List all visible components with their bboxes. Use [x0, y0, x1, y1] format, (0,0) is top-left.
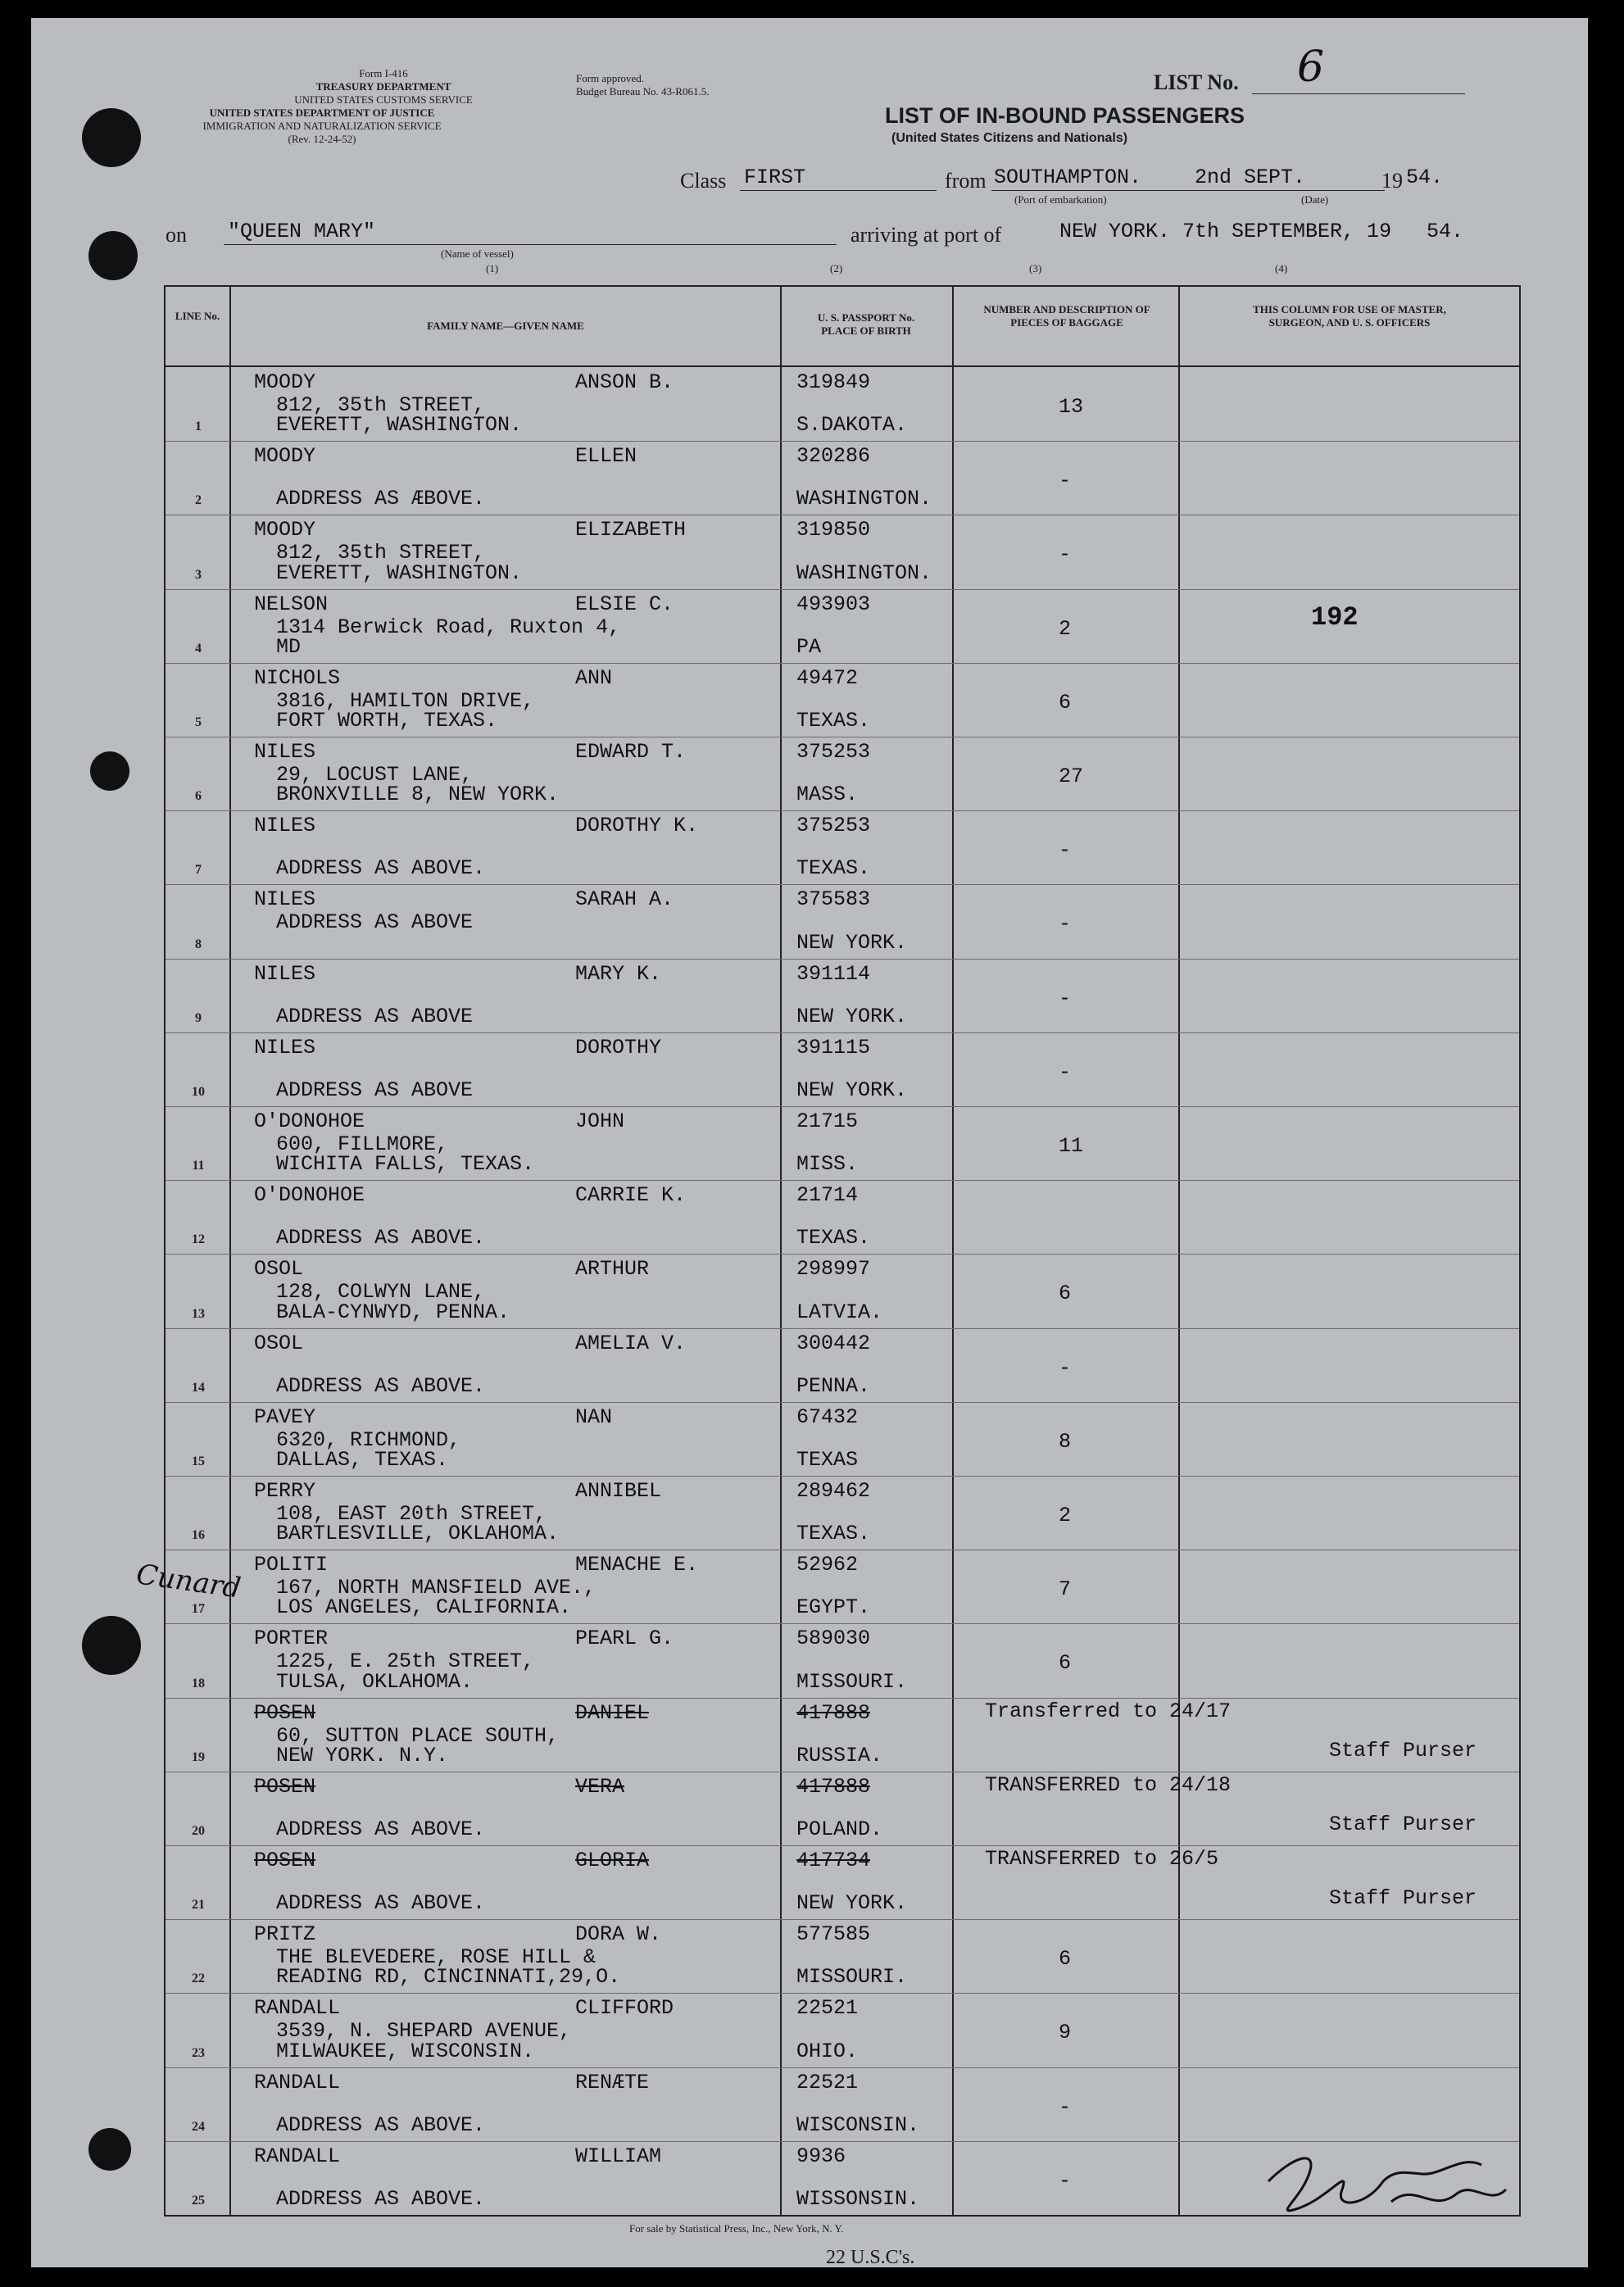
passport-number: 52962 — [796, 1553, 859, 1577]
place-of-birth: PA — [796, 634, 822, 659]
given-name: WILLIAM — [575, 2144, 662, 2168]
embark-date: 2nd SEPT. — [1195, 166, 1306, 189]
arrival-info: NEW YORK. 7th SEPTEMBER, 19 — [1059, 220, 1392, 243]
table-row — [166, 663, 1519, 737]
address-line-2: WICHITA FALLS, TEXAS. — [276, 1152, 535, 1177]
address-line-2: ADDRESS AS ABOVE. — [276, 856, 486, 881]
line-number: 24 — [192, 2119, 205, 2134]
officer-note-2: Staff Purser — [1329, 1738, 1477, 1763]
given-name: DOROTHY — [575, 1035, 662, 1060]
place-of-birth: TEXAS. — [796, 1522, 871, 1546]
list-no-value: 6 — [1297, 43, 1325, 92]
family-name: NILES — [254, 814, 316, 838]
place-of-birth: NEW YORK. — [796, 1004, 908, 1028]
passport-number: 9936 — [796, 2144, 846, 2168]
table-row — [166, 589, 1519, 663]
passport-number: 391114 — [796, 961, 871, 986]
line-number: 14 — [192, 1380, 205, 1395]
date-caption: (Date) — [1301, 193, 1329, 206]
address-line-2: ADDRESS AS ABOVE. — [276, 1226, 486, 1250]
passport-number: 375253 — [796, 814, 871, 838]
baggage-count: 11 — [1059, 1134, 1084, 1158]
given-name: ARTHUR — [575, 1257, 650, 1282]
address-line-1: 812, 35th STREET, — [276, 393, 486, 417]
passport-number: 589030 — [796, 1627, 871, 1651]
passport-number: 577585 — [796, 1922, 871, 1947]
table-row — [166, 1328, 1519, 1402]
passport-number: 375583 — [796, 887, 871, 912]
line-number: 23 — [192, 2045, 205, 2060]
treasury-dept: TREASURY DEPARTMENT — [315, 80, 451, 93]
given-name: ELLEN — [575, 444, 637, 469]
given-name: DORA W. — [575, 1922, 662, 1947]
line-number: 6 — [195, 789, 202, 804]
given-name: NAN — [575, 1404, 613, 1429]
family-name: NILES — [254, 961, 316, 986]
line-number: 16 — [192, 1528, 205, 1543]
passport-number: 22521 — [796, 2070, 859, 2094]
given-name: AMELIA V. — [575, 1331, 687, 1355]
officer-note: 192 — [1311, 601, 1359, 633]
table-row — [166, 1772, 1519, 1845]
address-line-1: 6320, RICHMOND, — [276, 1427, 461, 1452]
address-line-1: ADDRESS AS ABOVE — [276, 910, 474, 935]
table-row — [166, 367, 1519, 441]
address-line-1: 29, LOCUST LANE, — [276, 763, 474, 787]
class-label: Class — [680, 169, 727, 193]
address-line-2: ADDRESS AS ABOVE. — [276, 2186, 486, 2211]
from-label: from — [945, 169, 987, 193]
line-number: 20 — [192, 1823, 205, 1838]
place-of-birth: WASHINGTON. — [796, 560, 932, 585]
place-of-birth: OHIO. — [796, 2039, 859, 2063]
table-row — [166, 737, 1519, 810]
given-name: RENÆTE — [575, 2070, 650, 2094]
given-name: ELIZABETH — [575, 518, 687, 542]
passport-number: 417888 — [796, 1700, 871, 1725]
line-number: 5 — [195, 715, 202, 729]
line-number: 9 — [195, 1010, 202, 1025]
table-row — [166, 1623, 1519, 1697]
line-number: 12 — [192, 1232, 205, 1247]
family-name: PERRY — [254, 1479, 316, 1503]
place-of-birth: TEXAS. — [796, 1226, 871, 1250]
address-line-1: 60, SUTTON PLACE SOUTH, — [276, 1723, 560, 1748]
th-officers: THIS COLUMN FOR USE OF MASTER, SURGEON, AND U. S. OFFICERS — [1253, 303, 1446, 329]
given-name: JOHN — [575, 1109, 625, 1133]
family-name: NILES — [254, 887, 316, 912]
given-name: PEARL G. — [575, 1627, 674, 1651]
passport-number: 319850 — [796, 518, 871, 542]
vessel-underline — [224, 244, 837, 245]
family-name: NILES — [254, 1035, 316, 1060]
address-line-2: LOS ANGELES, CALIFORNIA. — [276, 1595, 572, 1620]
place-of-birth: RUSSIA. — [796, 1743, 883, 1767]
given-name: EDWARD T. — [575, 740, 687, 764]
address-line-1: 128, COLWYN LANE, — [276, 1280, 486, 1305]
footer-stamp: 22 U.S.C's. — [826, 2247, 915, 2268]
line-number: 11 — [192, 1159, 205, 1173]
address-line-2: NEW YORK. N.Y. — [276, 1743, 449, 1767]
address-line-2: TULSA, OKLAHOMA. — [276, 1669, 474, 1694]
from-underline — [991, 190, 1385, 191]
table-row — [166, 1106, 1519, 1180]
punch-hole — [88, 2128, 131, 2171]
baggage-count: - — [1059, 986, 1072, 1010]
given-name: MENACHE E. — [575, 1553, 699, 1577]
form-number: Form I-416 — [359, 67, 408, 79]
given-name: MARY K. — [575, 961, 662, 986]
place-of-birth: EGYPT. — [796, 1595, 871, 1620]
table-row — [166, 1032, 1519, 1106]
family-name: NILES — [254, 740, 316, 764]
address-line-1: 1225, E. 25th STREET, — [276, 1649, 535, 1674]
baggage-count: - — [1059, 838, 1072, 863]
col-num-3: (3) — [1029, 262, 1042, 275]
given-name: ELSIE C. — [575, 592, 674, 616]
list-no-label: LIST No. — [1154, 70, 1239, 94]
col-num-2: (2) — [830, 262, 843, 275]
margin-note: Cunard — [134, 1558, 243, 1605]
line-number: 1 — [195, 420, 202, 434]
place-of-birth: WISSONSIN. — [796, 2186, 920, 2211]
passport-number: 289462 — [796, 1479, 871, 1503]
family-name: POLITI — [254, 1553, 329, 1577]
passport-number: 21714 — [796, 1183, 859, 1208]
vessel-name: "QUEEN MARY" — [228, 220, 376, 243]
baggage-count: 6 — [1059, 1947, 1072, 1972]
address-line-1: 600, FILLMORE, — [276, 1132, 449, 1156]
family-name: NELSON — [254, 592, 329, 616]
address-line-2: ADDRESS AS ABOVE. — [276, 1373, 486, 1398]
family-name: POSEN — [254, 1774, 316, 1799]
baggage-count: 7 — [1059, 1577, 1072, 1602]
family-name: RANDALL — [254, 2070, 341, 2094]
address-line-2: BALA-CYNWYD, PENNA. — [276, 1300, 510, 1324]
table-row — [166, 1180, 1519, 1254]
passport-number: 21715 — [796, 1109, 859, 1133]
family-name: NICHOLS — [254, 665, 341, 690]
th-baggage: NUMBER AND DESCRIPTION OF PIECES OF BAGGAGE — [983, 303, 1150, 329]
table-row — [166, 810, 1519, 884]
ins-service: IMMIGRATION AND NATURALIZATION SERVICE — [202, 120, 442, 132]
punch-hole — [82, 1616, 141, 1675]
family-name: MOODY — [254, 444, 316, 469]
line-number: 25 — [192, 2193, 205, 2208]
line-number: 13 — [192, 1306, 205, 1321]
address-line-2: ADDRESS AS ABOVE. — [276, 2112, 486, 2137]
baggage-count: 2 — [1059, 1504, 1072, 1527]
class-value: FIRST — [744, 166, 806, 189]
address-line-1: THE BLEVEDERE, ROSE HILL & — [276, 1945, 597, 1970]
class-underline — [740, 190, 937, 191]
family-name: RANDALL — [254, 1996, 341, 2021]
line-number: 10 — [192, 1084, 205, 1099]
line-number: 7 — [195, 863, 202, 878]
line-number: 17 — [192, 1602, 205, 1617]
family-name: PAVEY — [254, 1404, 316, 1429]
family-name: O'DONOHOE — [254, 1109, 365, 1133]
place-of-birth: LATVIA. — [796, 1300, 883, 1324]
table-row — [166, 959, 1519, 1032]
passport-number: 22521 — [796, 1996, 859, 2021]
line-number: 15 — [192, 1454, 205, 1468]
line-number: 19 — [192, 1749, 205, 1764]
passport-number: 391115 — [796, 1035, 871, 1060]
given-name: SARAH A. — [575, 887, 674, 912]
place-of-birth: NEW YORK. — [796, 1891, 908, 1916]
place-of-birth: MISS. — [796, 1152, 859, 1177]
officer-note-2: Staff Purser — [1329, 1886, 1477, 1911]
given-name: VERA — [575, 1774, 625, 1799]
place-of-birth: NEW YORK. — [796, 930, 908, 955]
passport-number: 319849 — [796, 370, 871, 394]
family-name: RANDALL — [254, 2144, 341, 2168]
passport-number: 417888 — [796, 1774, 871, 1799]
line-number: 21 — [192, 1898, 205, 1913]
form-revision: (Rev. 12-24-52) — [288, 133, 356, 145]
address-line-2: ADDRESS AS ABOVE. — [276, 1817, 486, 1841]
address-line-2: READING RD, CINCINNATI,29,O. — [276, 1965, 621, 1990]
family-name: MOODY — [254, 518, 316, 542]
line-number: 18 — [192, 1676, 205, 1690]
form-approved: Form approved. — [576, 72, 645, 84]
baggage-count: 8 — [1059, 1429, 1072, 1454]
officer-note: Transferred to 24/17 — [985, 1699, 1232, 1723]
address-line-2: ADDRESS AS ÆBOVE. — [276, 487, 486, 511]
baggage-count: - — [1059, 2168, 1072, 2193]
baggage-count: 6 — [1059, 1282, 1072, 1306]
given-name: DANIEL — [575, 1700, 650, 1725]
embark-port: SOUTHAMPTON. — [994, 166, 1142, 189]
line-number: 3 — [195, 567, 202, 582]
place-of-birth: WISCONSIN. — [796, 2112, 920, 2137]
th-passport: U. S. PASSPORT No. PLACE OF BIRTH — [817, 311, 915, 337]
line-number: 22 — [192, 1972, 205, 1986]
place-of-birth: TEXAS. — [796, 708, 871, 733]
place-of-birth: WASHINGTON. — [796, 487, 932, 511]
table-row — [166, 1550, 1519, 1623]
table-row — [166, 441, 1519, 515]
baggage-count: 13 — [1059, 395, 1084, 419]
th-name: FAMILY NAME—GIVEN NAME — [427, 320, 584, 332]
line-number: 2 — [195, 493, 202, 508]
passport-number: 300442 — [796, 1331, 871, 1355]
family-name: OSOL — [254, 1331, 304, 1355]
table-row — [166, 1254, 1519, 1327]
place-of-birth: POLAND. — [796, 1817, 883, 1841]
table-row — [166, 2067, 1519, 2141]
address-line-2: MD — [276, 634, 302, 659]
baggage-count: - — [1059, 1355, 1072, 1380]
address-line-2: BARTLESVILLE, OKLAHOMA. — [276, 1522, 560, 1546]
address-line-1: 812, 35th STREET, — [276, 541, 486, 565]
justice-dept: UNITED STATES DEPARTMENT OF JUSTICE — [209, 107, 435, 119]
address-line-2: ADDRESS AS ABOVE. — [276, 1891, 486, 1916]
passport-number: 320286 — [796, 444, 871, 469]
baggage-count: - — [1059, 1060, 1072, 1084]
form-approval — [576, 72, 709, 98]
col-num-1: (1) — [486, 262, 499, 275]
table-body — [166, 367, 1519, 2215]
family-name: OSOL — [254, 1257, 304, 1282]
address-line-2: ADDRESS AS ABOVE — [276, 1004, 474, 1028]
on-label: on — [166, 223, 187, 247]
baggage-count: - — [1059, 469, 1072, 493]
arriving-label: arriving at port of — [851, 223, 1002, 247]
passport-number: 298997 — [796, 1257, 871, 1282]
baggage-count: 2 — [1059, 616, 1072, 641]
table-row — [166, 1845, 1519, 1919]
address-line-1: 1314 Berwick Road, Ruxton 4, — [276, 615, 621, 639]
embark-port-caption: (Port of embarkation) — [1014, 193, 1107, 206]
given-name: ANNIBEL — [575, 1479, 662, 1503]
place-of-birth: PENNA. — [796, 1373, 871, 1398]
printer-note: For sale by Statistical Press, Inc., New York, N. Y. — [629, 2222, 844, 2235]
place-of-birth: MISSOURI. — [796, 1669, 908, 1694]
place-of-birth: MISSOURI. — [796, 1965, 908, 1990]
given-name: CARRIE K. — [575, 1183, 687, 1208]
passport-number: 417734 — [796, 1849, 871, 1872]
page-subtitle: (United States Citizens and Nationals) — [891, 131, 1128, 145]
list-no-underline — [1252, 93, 1465, 94]
address-line-2: EVERETT, WASHINGTON. — [276, 560, 523, 585]
customs-service: UNITED STATES CUSTOMS SERVICE — [294, 93, 473, 106]
year-value: 54. — [1406, 166, 1444, 189]
baggage-count: - — [1059, 912, 1072, 937]
form-header-justice — [170, 107, 474, 146]
officer-note: TRANSFERRED to 24/18 — [985, 1772, 1232, 1797]
address-line-2: ADDRESS AS ABOVE — [276, 1078, 474, 1102]
given-name: DOROTHY K. — [575, 814, 699, 838]
budget-bureau: Budget Bureau No. 43-R061.5. — [576, 85, 710, 98]
address-line-2: BRONXVILLE 8, NEW YORK. — [276, 783, 560, 807]
th-line-no: LINE No. — [175, 310, 220, 322]
baggage-count: - — [1059, 542, 1072, 567]
form-header-left — [269, 67, 498, 107]
place-of-birth: NEW YORK. — [796, 1078, 908, 1102]
family-name: PRITZ — [254, 1922, 316, 1947]
manifest-sheet — [31, 18, 1588, 2267]
arrival-year: 54. — [1427, 220, 1464, 243]
vessel-caption: (Name of vessel) — [441, 247, 514, 260]
table-row — [166, 1698, 1519, 1772]
address-line-2: MILWAUKEE, WISCONSIN. — [276, 2039, 535, 2063]
table-row — [166, 1919, 1519, 1993]
given-name: ANSON B. — [575, 370, 674, 394]
given-name: CLIFFORD — [575, 1996, 674, 2021]
punch-hole — [88, 231, 138, 280]
table-row — [166, 515, 1519, 588]
address-line-2: FORT WORTH, TEXAS. — [276, 708, 498, 733]
line-number: 8 — [195, 937, 202, 951]
place-of-birth: MASS. — [796, 783, 859, 807]
given-name: GLORIA — [575, 1849, 650, 1872]
address-line-1: 3816, HAMILTON DRIVE, — [276, 688, 535, 713]
family-name: POSEN — [254, 1700, 316, 1725]
given-name: ANN — [575, 665, 613, 690]
baggage-count: - — [1059, 2094, 1072, 2119]
table-row — [166, 1402, 1519, 1476]
place-of-birth: S.DAKOTA. — [796, 413, 908, 438]
baggage-count: 27 — [1059, 765, 1084, 788]
year-prefix: 19 — [1381, 169, 1403, 193]
baggage-count: 9 — [1059, 2021, 1072, 2045]
passport-number: 49472 — [796, 665, 859, 690]
table-row — [166, 1476, 1519, 1550]
passport-number: 67432 — [796, 1404, 859, 1429]
baggage-count: 6 — [1059, 1651, 1072, 1676]
family-name: POSEN — [254, 1849, 316, 1872]
passport-number: 375253 — [796, 740, 871, 764]
place-of-birth: TEXAS. — [796, 856, 871, 881]
address-line-2: EVERETT, WASHINGTON. — [276, 413, 523, 438]
address-line-1: 108, EAST 20th STREET, — [276, 1502, 547, 1526]
col-num-4: (4) — [1275, 262, 1288, 275]
officer-note-2: Staff Purser — [1329, 1812, 1477, 1836]
address-line-1: 167, NORTH MANSFIELD AVE., — [276, 1576, 597, 1600]
table-row — [166, 884, 1519, 958]
family-name: O'DONOHOE — [254, 1183, 365, 1208]
address-line-2: DALLAS, TEXAS. — [276, 1447, 449, 1472]
passport-number: 493903 — [796, 592, 871, 616]
family-name: MOODY — [254, 370, 316, 394]
place-of-birth: TEXAS — [796, 1447, 859, 1472]
passenger-table — [164, 285, 1521, 2217]
officer-note: TRANSFERRED to 26/5 — [985, 1847, 1219, 1871]
address-line-1: 3539, N. SHEPARD AVENUE, — [276, 2019, 572, 2044]
punch-hole — [82, 108, 141, 167]
line-number: 4 — [195, 641, 202, 656]
baggage-count: 6 — [1059, 690, 1072, 715]
officer-signature — [1219, 2132, 1563, 2230]
punch-hole — [90, 751, 129, 791]
table-row — [166, 1993, 1519, 2067]
family-name: PORTER — [254, 1627, 329, 1651]
page-title: LIST OF IN-BOUND PASSENGERS — [885, 103, 1245, 128]
